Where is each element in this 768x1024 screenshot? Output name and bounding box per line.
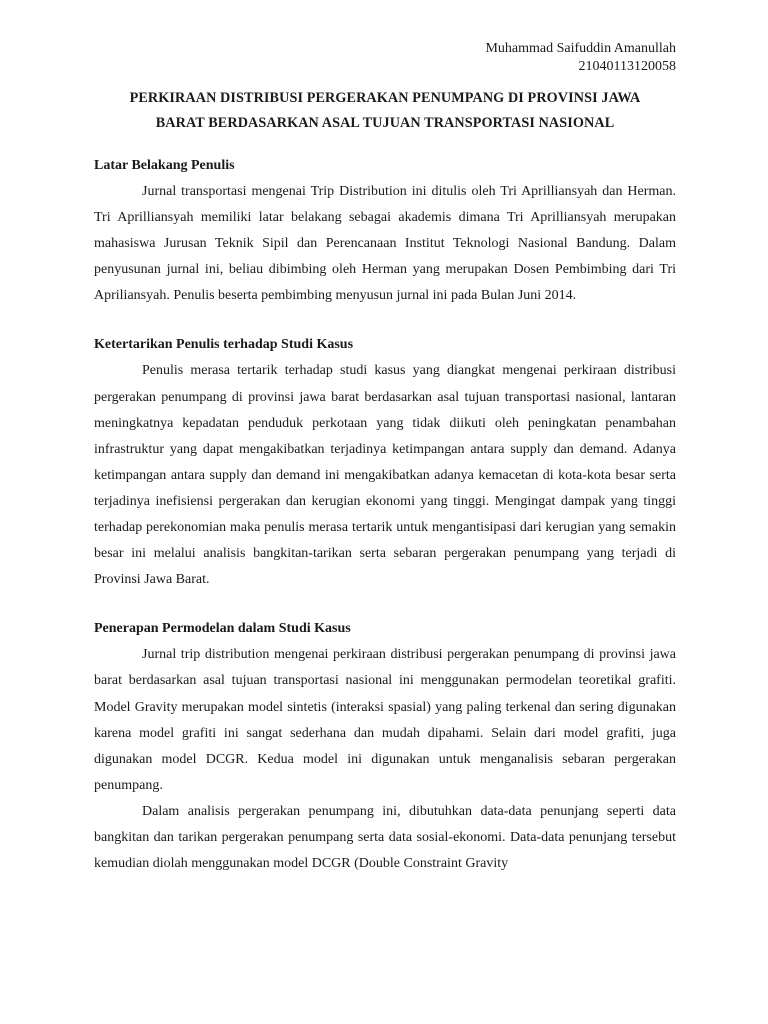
document-title — [94, 86, 676, 136]
author-student-id: 21040113120058 — [578, 59, 676, 74]
author-name: Muhammad Saifuddin Amanullah — [485, 41, 676, 56]
document-page — [94, 40, 676, 877]
section-heading: Penerapan Permodelan dalam Studi Kasus — [94, 621, 351, 637]
section-ketertarikan — [94, 335, 676, 593]
title-line-1: PERKIRAAN DISTRIBUSI PERGERAKAN PENUMPANG DI PROVINSI JAWA — [129, 90, 641, 106]
section-heading: Latar Belakang Penulis — [94, 158, 235, 173]
author-block — [94, 40, 676, 76]
section-heading: Ketertarikan Penulis terhadap Studi Kasus — [94, 337, 354, 353]
section-paragraph: Penulis merasa tertarik terhadap studi kasus yang diangkat mengenai perkiraan distribusi pergerakan penumpang di provinsi jawa barat berdasarkan asal tujuan transportasi nasional, lantaran meningkatnya kepadatan penduduk perkotaan yang tidak diikuti oleh peningkatan penambahan infrastruktur yang dapat mengakibatkan terjadinya ketimpangan antara supply dan demand. Adanya ketimpangan antara supply dan demand ini mengakibatkan adanya kemacetan di kota-kota besar serta terjadinya inefisiensi pergerakan dan kerugian ekonomi yang tinggi. Mengingat dampak yang tinggi terhadap perekonomian maka penulis merasa tertarik untuk mengantisipasi dari kerugian yang semakin besar ini melalui analisis bangkitan-tarikan serta sebaran pergerakan penumpang yang terjadi di Provinsi Jawa Barat. — [94, 363, 676, 588]
section-penerapan — [94, 619, 676, 877]
title-line-2: BARAT BERDASARKAN ASAL TUJUAN TRANSPORTASI NASIONAL — [155, 115, 615, 131]
section-paragraph: Jurnal trip distribution mengenai perkiraan distribusi pergerakan penumpang di provinsi jawa barat berdasarkan asal tujuan transportasi nasional ini menggunakan permodelan teoretikal grafiti. Model Gravity merupakan model sintetis (interaksi spasial) yang paling terkenal dan sering digunakan karena model grafiti ini sangat sederhana dan mudah dipahami. Selain dari model grafiti, juga digunakan model DCGR. Kedua model ini digunakan untuk menganalisis sebaran pergerakan penumpang. — [94, 647, 676, 793]
section-paragraph: Jurnal transportasi mengenai Trip Distribution ini ditulis oleh Tri Aprilliansyah dan Herman. Tri Aprilliansyah memiliki latar belakang sebagai akademis dimana Tri Aprilliansyah merupakan mahasiswa Jurusan Teknik Sipil dan Perencanaan Institut Teknologi Nasional Bandung. Dalam penyusunan jurnal ini, beliau dibimbing oleh Herman yang merupakan Dosen Pembimbing dari Tri Apriliansyah. Penulis beserta pembimbing menyusun jurnal ini pada Bulan Juni 2014. — [94, 184, 676, 304]
section-paragraph: Dalam analisis pergerakan penumpang ini, dibutuhkan data-data penunjang seperti data bangkitan dan tarikan pergerakan penumpang serta data sosial-ekonomi. Data-data penunjang tersebut kemudian diolah menggunakan model DCGR (Double Constraint Gravity — [94, 803, 676, 872]
section-latar-belakang — [94, 156, 676, 309]
